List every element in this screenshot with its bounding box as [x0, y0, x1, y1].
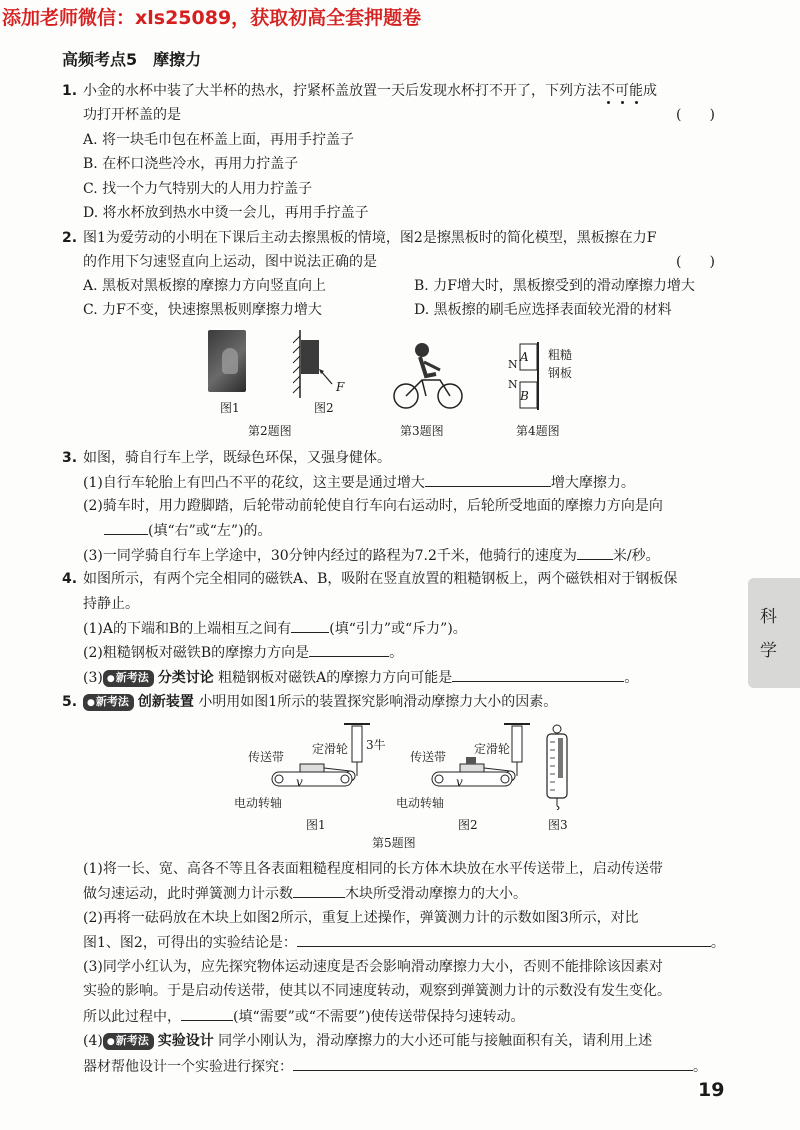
new-method-badge: ●新考法	[103, 670, 154, 687]
promo-banner: 添加老师微信：xls25089，获取初高全套押题卷	[2, 7, 422, 29]
question-5-part3-line2: 实验的影响。于是启动传送带，使其以不同速度转动，观察到弹簧测力计的示数没有发生变化。	[83, 983, 671, 999]
question-2-number: 2.	[62, 230, 78, 246]
question-5-part3-line3: 所以此过程中， (填“需要”或“不需要”)使传送带保持匀速转动。	[83, 1009, 525, 1025]
question-2-option-b: B. 力F增大时，黑板擦受到的滑动摩擦力增大	[414, 278, 695, 294]
question-3-number: 3.	[62, 450, 78, 466]
fig2-pulley-label: 定滑轮	[474, 742, 511, 756]
fig1-label: 图1	[220, 401, 240, 415]
question-5-part2-line2: 图1、图2，可得出的实验结论是： 。	[83, 935, 725, 951]
question-5-stem: ●新考法 创新装置 小明用如图1所示的装置探究影响滑动摩擦力大小的因素。	[83, 693, 557, 711]
magnet-a-label: A	[520, 350, 529, 364]
answer-blank[interactable]	[293, 1057, 693, 1071]
q5-fig3-label: 图3	[548, 818, 568, 832]
pole-n-upper: N	[508, 358, 518, 371]
fig1-pulley-label: 定滑轮	[312, 742, 349, 756]
question-2-option-d: D. 黑板擦的刷毛应选择表面较光滑的材料	[414, 302, 672, 318]
fig2-axis-label: 电动转轴	[396, 796, 445, 810]
question-1-stem-line1: 小金的水杯中装了大半杯的热水，拧紧杯盖放置一天后发现水杯打不开了，下列方法不可能成	[83, 83, 657, 99]
question-1-option-d: D. 将水杯放到热水中烫一会儿，再用手拧盖子	[83, 205, 369, 221]
question-4-part2: (2)粗糙钢板对磁铁B的摩擦力方向是 。	[83, 645, 404, 661]
answer-blank[interactable]	[104, 521, 148, 535]
fig2-label: 图2	[314, 401, 334, 415]
question-3-part1: (1)自行车轮胎上有凹凸不平的花纹，这主要是通过增大 增大摩擦力。	[83, 475, 635, 491]
answer-blank[interactable]	[425, 473, 551, 487]
caption-q3: 第3题图	[400, 424, 444, 438]
new-method-badge: ●新考法	[83, 694, 134, 711]
question-4-stem-line1: 如图所示，有两个完全相同的磁铁A、B，吸附在竖直放置的粗糙钢板上，两个磁铁相对于钢板保	[83, 571, 678, 587]
lightbulb-icon: ●	[106, 1037, 115, 1047]
question-5-part4-line2: 器材帮他设计一个实验进行探究： 。	[83, 1059, 707, 1075]
page-number: 19	[698, 1079, 725, 1101]
answer-blank[interactable]	[293, 884, 345, 898]
question-2-stem-line2: 的作用下匀速竖直向上运动，图中说法正确的是	[83, 254, 377, 270]
caption-q5: 第5题图	[372, 836, 416, 850]
question-1-answer-paren: ( )	[676, 107, 715, 123]
plate-label-steel: 钢板	[548, 366, 573, 380]
fig2-belt-label: 传送带	[410, 750, 447, 764]
q5-fig1-label: 图1	[306, 818, 326, 832]
section-title: 高频考点5 摩擦力	[62, 50, 202, 69]
question-1-option-c: C. 找一个力气特别大的人用力拧盖子	[83, 181, 313, 197]
question-2-answer-paren: ( )	[676, 254, 715, 270]
side-tab-char-2: 学	[760, 641, 777, 661]
question-5-part1-line2: 做匀速运动，此时弹簧测力计示数 木块所受滑动摩擦力的大小。	[83, 886, 527, 902]
question-4-number: 4.	[62, 571, 78, 587]
question-4-part1: (1)A的下端和B的上端相互之间有 (填“引力”或“斥力”)。	[83, 621, 467, 637]
question-2-stem-line1: 图1为爱劳动的小明在下课后主动去擦黑板的情境，图2是擦黑板时的简化模型，黑板擦在力F	[83, 230, 657, 246]
lightbulb-icon: ●	[106, 674, 115, 684]
question-1-number: 1.	[62, 83, 78, 99]
answer-blank[interactable]	[297, 933, 711, 947]
question-2-option-c: C. 力F不变，快速擦黑板则摩擦力增大	[83, 302, 322, 318]
cyclist-illustration	[392, 340, 466, 412]
question-3-part3: (3)一同学骑自行车上学途中，30分钟内经过的路程为7.2千米，他骑行的速度为 米/秒。	[83, 548, 660, 564]
question-2-option-a: A. 黑板对黑板擦的摩擦力方向竖直向上	[83, 278, 327, 294]
question-1-option-a: A. 将一块毛巾包在杯盖上面，再用手拧盖子	[83, 132, 355, 148]
question-5-part3-line1: (3)同学小红认为，应先探究物体运动速度是否会影响滑动摩擦力大小，否则不能排除该因素对	[83, 959, 663, 975]
eraser-model-diagram	[290, 328, 360, 400]
force-f-label: F	[336, 380, 345, 394]
caption-q4: 第4题图	[516, 424, 560, 438]
question-3-part2-line1: (2)骑车时，用力蹬脚踏，后轮带动前轮使自行车向右运动时，后轮所受地面的摩擦力方向是向	[83, 498, 663, 514]
question-5-number: 5.	[62, 694, 78, 710]
question-1-option-b: B. 在杯口浇些冷水，再用力拧盖子	[83, 156, 299, 172]
question-3-stem: 如图，骑自行车上学，既绿色环保，又强身健体。	[83, 450, 391, 466]
question-4-stem-line2: 持静止。	[83, 596, 139, 612]
pole-n-lower: N	[508, 378, 518, 391]
question-5-part1-line1: (1)将一长、宽、高各不等且各表面粗糙程度相同的长方体木块放在水平传送带上，启动传送带	[83, 861, 663, 877]
question-4-part3: (3) ●新考法 分类讨论 粗糙钢板对磁铁A的摩擦力方向可能是 。	[83, 670, 639, 686]
question-3-part2-line2: (填“右”或“左”)的。	[104, 521, 272, 540]
lightbulb-icon: ●	[87, 698, 95, 708]
blackboard-photo	[208, 330, 246, 392]
question-5-part4-line1: (4) ●新考法 实验设计 同学小刚认为，滑动摩擦力的大小还可能与接触面积有关，请利用上述	[83, 1033, 653, 1049]
new-method-badge: ●新考法	[103, 1033, 154, 1050]
subject-side-tab	[748, 578, 800, 688]
fig1-velocity-label: v	[296, 775, 303, 789]
plate-label-rough: 粗糙	[548, 348, 573, 362]
fig1-force-label: 3牛	[366, 738, 386, 752]
hand-image	[222, 348, 238, 374]
fig1-belt-label: 传送带	[248, 750, 285, 764]
fig2-velocity-label: v	[456, 775, 463, 789]
side-tab-char-1: 科	[760, 607, 777, 627]
question-5-part2-line1: (2)再将一砝码放在木块上如图2所示，重复上述操作，弹簧测力计的示数如图3所示，对比	[83, 910, 639, 926]
caption-q2: 第2题图	[248, 424, 292, 438]
answer-blank[interactable]	[309, 643, 389, 657]
magnet-b-label: B	[520, 389, 529, 403]
answer-blank[interactable]	[577, 546, 613, 560]
q5-fig2-label: 图2	[458, 818, 478, 832]
answer-blank[interactable]	[181, 1007, 233, 1021]
answer-blank[interactable]	[291, 619, 329, 633]
fig1-axis-label: 电动转轴	[234, 796, 283, 810]
answer-blank[interactable]	[452, 668, 624, 682]
question-1-stem-line2: 功打开杯盖的是	[83, 107, 181, 123]
spring-scale-reading	[542, 724, 572, 810]
